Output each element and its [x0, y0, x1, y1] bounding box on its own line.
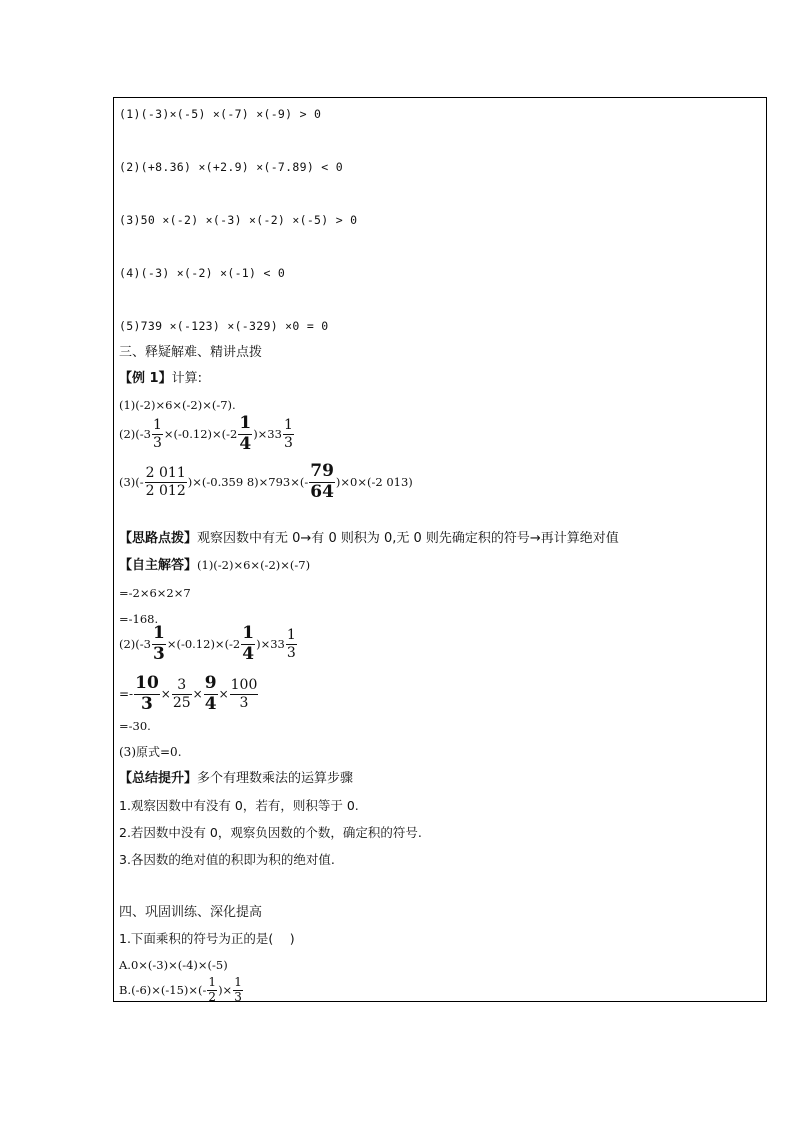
example-q1: (1)(-2)×6×(-2)×(-7).: [119, 398, 236, 412]
summary-label: 【总结提升】: [119, 771, 198, 786]
fraction: $\frac{100}{3}$: [230, 677, 258, 711]
hint-line: [119, 532, 619, 546]
exercise-option-a: A.0×(-3)×(-4)×(-5): [119, 958, 228, 972]
exercise-option-b-part1: B.(-6)×(-15)×(-: [119, 983, 207, 998]
fraction: $\frac{9}{4}$: [204, 673, 217, 714]
example-q2-part3: )×33: [253, 427, 282, 442]
solution-line-1: [119, 558, 310, 573]
solution-s2a: [119, 674, 259, 714]
sign-item-4: (4)(-3) ×(-2) ×(-1) < 0: [119, 266, 286, 280]
fraction: $\frac{1}{4}$: [242, 623, 255, 664]
times-sign: ×: [192, 687, 203, 702]
fraction: $\frac{10}{3}$: [135, 673, 159, 714]
hint-label: 【思路点拨】: [119, 531, 198, 546]
sign-item-3: (3)50 ×(-2) ×(-3) ×(-2) ×(-5) > 0: [119, 213, 358, 227]
solution-s1a: =-2×6×2×7: [119, 586, 191, 600]
section3-title: 三、释疑解难、精讲点拨: [119, 345, 263, 360]
solution-s2-part3: )×33: [256, 637, 285, 652]
sign-item-5: (5)739 ×(-123) ×(-329) ×0 = 0: [119, 319, 329, 333]
example-q2-part1: (2)(-3: [119, 427, 151, 442]
solution-s2: [119, 624, 298, 664]
times-sign: ×: [160, 687, 171, 702]
example-q3: [119, 462, 413, 502]
solution-s2-part1: (2)(-3: [119, 637, 151, 652]
example-q3-part1: (3)(-: [119, 475, 144, 490]
fraction: $\frac{1}{3}$: [234, 975, 242, 1004]
fraction: $\frac{3}{25}$: [172, 677, 191, 711]
solution-s2-part2: ×(-0.12)×(-2: [166, 637, 241, 652]
exercise-option-b: [119, 976, 244, 1005]
times-sign: ×: [218, 687, 229, 702]
summary-step-3: 3.各因数的绝对值的积即为积的绝对值.: [119, 852, 335, 867]
solution-s1b: =-168.: [119, 612, 159, 626]
hint-text: 观察因数中有无 0→有 0 则积为 0,无 0 则先确定积的符号→再计算绝对值: [197, 531, 619, 546]
fraction: $\frac{2 011}{2 012}$: [145, 465, 186, 499]
solution-s3: (3)原式=0.: [119, 745, 182, 759]
solution-s2b: =-30.: [119, 719, 151, 733]
fraction: $\frac{1}{3}$: [152, 623, 165, 664]
fraction: $\frac{79}{64}$: [310, 461, 334, 502]
summary-step-1: 1.观察因数中有没有 0，若有，则积等于 0.: [119, 798, 359, 813]
fraction: $\frac{1}{3}$: [152, 417, 162, 451]
fraction: $\frac{1}{2}$: [208, 975, 217, 1004]
exercise-option-b-part2: )×: [218, 983, 233, 998]
fraction: $\frac{1}{4}$: [239, 413, 252, 454]
summary-heading: [119, 772, 353, 786]
example-q3-part2: )×(-0.359 8)×793×(-: [187, 475, 309, 490]
fraction: $\frac{1}{3}$: [283, 417, 293, 451]
exercise-q1: 1.下面乘积的符号为正的是( ): [119, 931, 295, 946]
example-q2: [119, 414, 295, 454]
fraction: $\frac{1}{3}$: [286, 627, 296, 661]
summary-title: 多个有理数乘法的运算步骤: [197, 771, 354, 786]
example-q2-part2: ×(-0.12)×(-2: [163, 427, 238, 442]
summary-step-2: 2.若因数中没有 0，观察负因数的个数，确定积的符号.: [119, 825, 422, 840]
sign-item-2: (2)(+8.36) ×(+2.9) ×(-7.89) < 0: [119, 160, 343, 174]
section4-title: 四、巩固训练、深化提高: [119, 905, 263, 920]
example-label: 【例 1】: [119, 371, 172, 386]
solution-s1: (1)(-2)×6×(-2)×(-7): [197, 558, 311, 572]
example-heading-text: 计算:: [171, 371, 202, 386]
sign-item-1: (1)(-3)×(-5) ×(-7) ×(-9) > 0: [119, 107, 322, 121]
solution-label: 【自主解答】: [119, 558, 198, 573]
example-heading: [119, 372, 202, 386]
example-q3-part3: )×0×(-2 013): [335, 475, 413, 490]
solution-s2a-prefix: =-: [119, 687, 134, 702]
